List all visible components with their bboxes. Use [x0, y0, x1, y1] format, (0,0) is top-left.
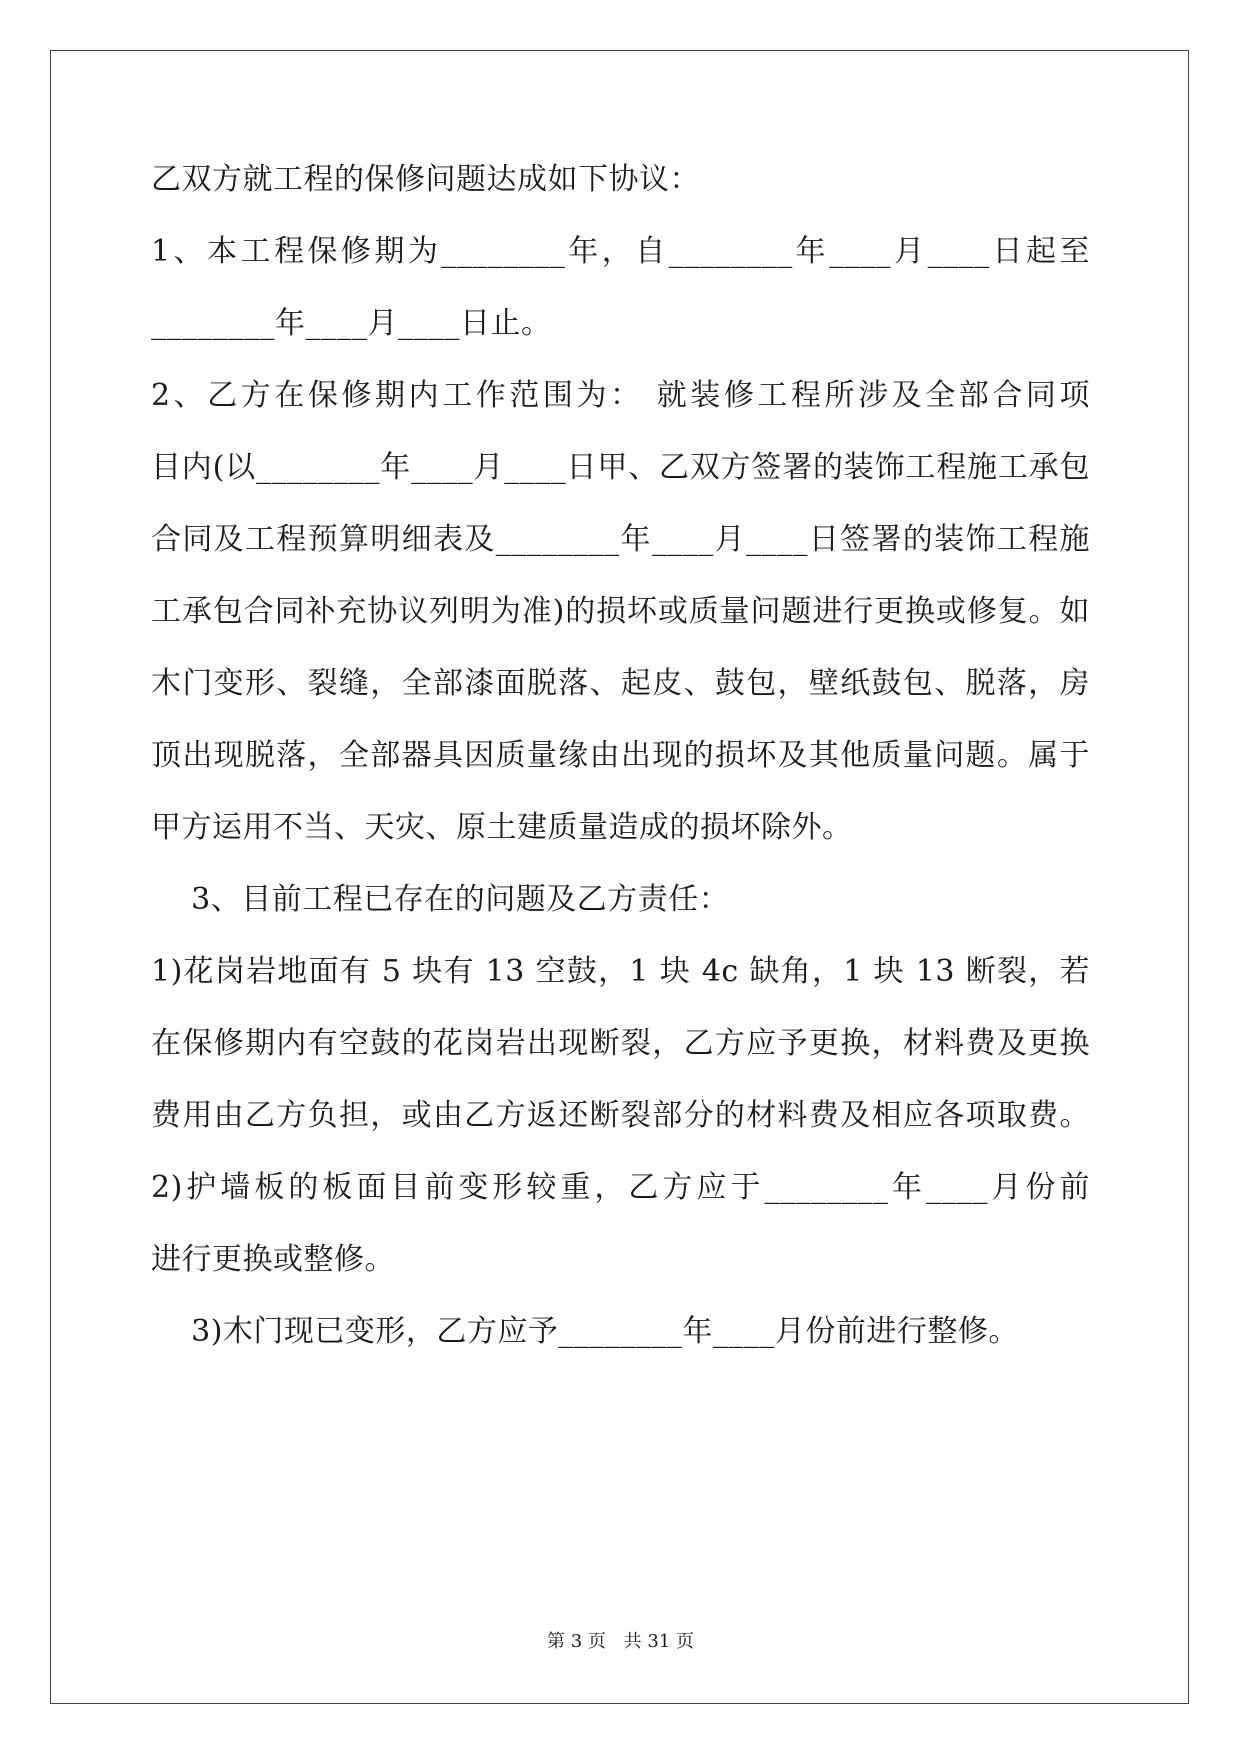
text-line: 木门变形、裂缝，全部漆面脱落、起皮、鼓包，壁纸鼓包、脱落，房	[151, 666, 1090, 701]
page-footer	[0, 1630, 1241, 1654]
text-line: 3、目前工程已存在的问题及乙方责任：	[151, 882, 730, 917]
text-line: 工承包合同补充协议列明为准)的损坏或质量问题进行更换或修复。如	[151, 594, 1090, 629]
page-border	[50, 50, 1189, 1704]
text-line: 甲方运用不当、天灾、原土建质量造成的损坏除外。	[151, 810, 853, 845]
page-total: 共 31 页	[623, 1631, 694, 1652]
text-line: ________年____月____日止。	[151, 306, 552, 341]
text-line: 目内(以________年____月____日甲、乙双方签署的装饰工程施工承包	[151, 450, 1090, 485]
text-line: 合同及工程预算明细表及________年____月____日签署的装饰工程施	[151, 522, 1090, 557]
text-line: 1、本工程保修期为________年，自________年____月____日起至	[151, 234, 1090, 269]
text-line: 在保修期内有空鼓的花岗岩出现断裂，乙方应予更换，材料费及更换	[151, 1026, 1090, 1061]
text-line: 1)花岗岩地面有 5 块有 13 空鼓，1 块 4c 缺角，1 块 13 断裂，若	[151, 954, 1090, 989]
text-line: 乙双方就工程的保修问题达成如下协议：	[151, 162, 700, 197]
text-line: 3)木门现已变形，乙方应予________年____月份前进行整修。	[151, 1314, 1019, 1349]
text-line: 2、乙方在保修期内工作范围为： 就装修工程所涉及全部合同项	[151, 378, 1090, 413]
text-line: 进行更换或整修。	[151, 1242, 395, 1277]
text-line: 2)护墙板的板面目前变形较重，乙方应于________年____月份前	[151, 1170, 1090, 1205]
text-line: 顶出现脱落，全部器具因质量缘由出现的损坏及其他质量问题。属于	[151, 738, 1090, 773]
page-number: 第 3 页	[547, 1631, 606, 1652]
text-line: 费用由乙方负担，或由乙方返还断裂部分的材料费及相应各项取费。	[151, 1098, 1090, 1133]
